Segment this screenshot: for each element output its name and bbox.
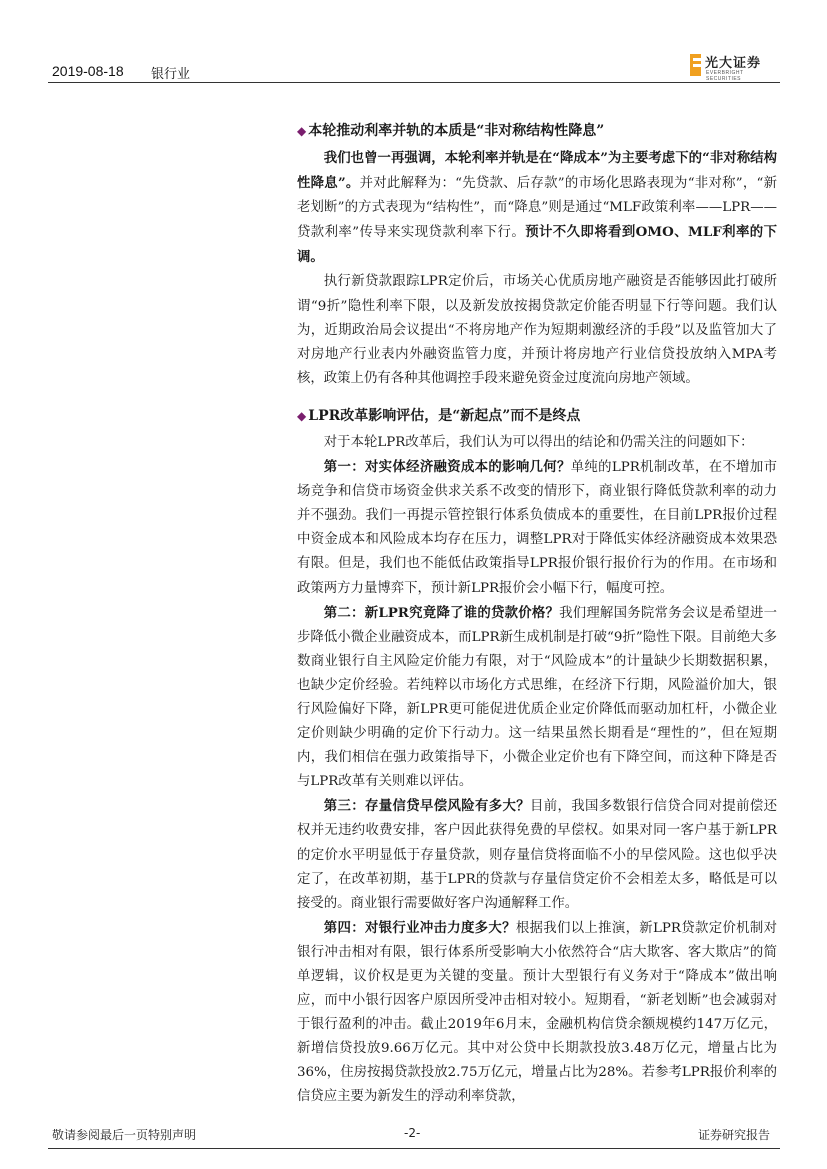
logo-mark-icon	[690, 54, 701, 76]
q2-text: 我们理解国务院常务会议是希望进一步降低小微企业融资成本，而LPR新生成机制是打破“9折”隐性下限。目前绝大多数商业银行自主风险定价能力有限，对于“风险成本”的计量缺少长期数据积累，也缺少定价经验。若纯粹以市场化方式思维，在经济下行期，风险溢价加大，银行风险偏好下降，新LPR更可能促进优质企业定价降低而驱动加杠杆，小微企业定价则缺少明确的定价下行动力。这一结果虽然长期看是“理性的”，但在短期内，我们相信在强力政策指导下，小微企业定价也有下降空间，而这种下降是否与LPR改革有关则难以评估。	[297, 605, 777, 790]
footer-divider	[48, 1148, 780, 1149]
header-divider	[48, 82, 780, 83]
everbright-logo	[690, 52, 780, 82]
paragraph-q4	[297, 916, 777, 1110]
section-heading-2	[297, 405, 777, 427]
industry-label: 银行业	[151, 67, 191, 82]
paragraph-2: 执行新贷款跟踪LPR定价后，市场关心优质房地产融资是否能够因此打破所谓“9折”隐性利率下限，以及新发放按揭贷款定价能否明显下行等问题。我们认为，近期政治局会议提出“不将房地产作为短期刺激经济的手段”以及监管加大了对房地产行业表内外融资监管力度，并预计将房地产行业信贷投放纳入MPA考核，政策上仍有各种其他调控手段来避免资金过度流向房地产领域。	[297, 274, 777, 386]
q4-text: 根据我们以上推演，新LPR贷款定价机制对银行冲击相对有限，银行体系所受影响大小依然符合“店大欺客、客大欺店”的简单逻辑，议价权是更为关键的变量。预计大型银行有义务对于“降成本”做出响应，而中小银行因客户原因所受冲击相对较小。短期看，“新老划断”也会减弱对于银行盈利的冲击。截止2019年6月末，金融机构信贷余额规模约147万亿元，新增信贷投放9.66万亿元。其中对公贷中长期款投放3.48万亿元，增量占比为36%，住房按揭贷款投放2.75万亿元，增量占比为28%。若参考LPR报价利率的信贷应主要为新发生的浮动利率贷款，	[297, 920, 778, 1105]
logo-en-text: EVERBRIGHT SECURITIES	[706, 70, 744, 82]
report-date: 2019-08-18	[52, 63, 124, 79]
page-number: -2-	[404, 1126, 421, 1140]
footer-disclaimer: 敬请参阅最后一页特别声明	[52, 1128, 197, 1142]
section-heading-1	[297, 120, 777, 142]
section-heading-1-text: 本轮推动利率并轨的本质是“非对称结构性降息”	[308, 123, 605, 139]
paragraph-1-text: 并对此解释为：“先贷款、后存款”的市场化思路表现为“非对称”，“新老划断”的方式表现为“结构性”，而“降息”则是通过“MLF政策利率——LPR——贷款利率”传导来实现贷款利率下行。	[297, 176, 777, 241]
diamond-bullet-icon: ◆	[297, 124, 307, 138]
logo-cn-text: 光大证券	[705, 56, 762, 71]
section-heading-2-text: LPR改革影响评估，是“新起点”而不是终点	[308, 407, 581, 424]
report-body	[297, 120, 777, 1110]
paragraph-q3	[297, 794, 777, 915]
footer-report-type: 证券研究报告	[698, 1128, 771, 1142]
q4-label: 第四：对银行业冲击力度多大？	[323, 919, 516, 936]
paragraph-1-bold: 我们也曾一再强调，本轮利率并轨是在“降成本”为主要考虑下的“非对称结构性降息”。	[297, 150, 777, 192]
paragraph-q2	[297, 601, 777, 795]
q3-label: 第三：存量信贷早偿风险有多大？	[323, 798, 530, 815]
q2-label: 第二：新LPR究竟降了谁的贷款价格？	[323, 604, 560, 621]
q1-text: 单纯的LPR机制改革，在不增加市场竞争和信贷市场资金供求关系不改变的情形下，商业银行降低贷款利率的动力并不强劲。我们一再提示管控银行体系负债成本的重要性，在目前LPR报价过程中资金成本和风险成本均存在压力，调整LPR对于降低实体经济融资成本效果恐有限。但是，我们也不能低估政策指导LPR报价银行报价行为的作用。在市场和政策两方力量博弈下，预计新LPR报价会小幅下行，幅度可控。	[297, 460, 778, 596]
q1-label: 第一：对实体经济融资成本的影响几何？	[323, 459, 571, 476]
q3-text: 目前，我国多数银行信贷合同对提前偿还权并无违约收费安排，客户因此获得免费的早偿权。如果对同一客户基于新LPR的定价水平明显低于存量贷款，则存量信贷将面临不小的早偿风险。这也似乎决定了，在改革初期，基于LPR的贷款与存量信贷定价不会相差太多，略低是可以接受的。商业银行需要做好客户沟通解释工作。	[297, 799, 778, 911]
paragraph-intro: 对于本轮LPR改革后，我们认为可以得出的结论和仍需关注的问题如下：	[323, 434, 754, 450]
diamond-bullet-icon: ◆	[297, 408, 307, 423]
paragraph-1-bold-end: 预计不久即将看到OMO、MLF利率的下调。	[297, 224, 777, 266]
paragraph-1	[297, 146, 777, 270]
paragraph-q1	[297, 455, 777, 601]
